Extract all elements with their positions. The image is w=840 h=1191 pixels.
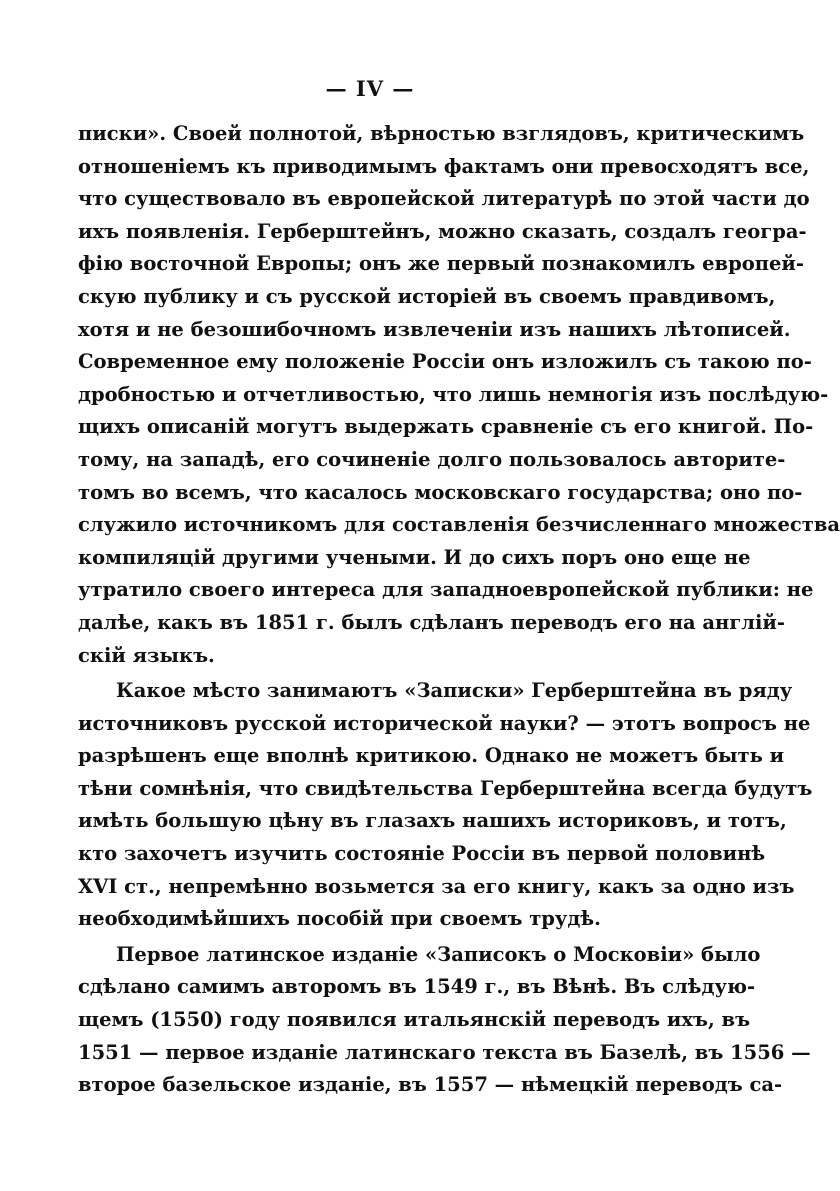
text-line: далѣе, какъ въ 1851 г. былъ сдѣланъ переводъ его на англій-: [78, 610, 785, 634]
body-text: [78, 118, 840, 1102]
text-line: ихъ появленія. Герберштейнъ, можно сказать, создалъ геогра-: [78, 219, 807, 243]
text-line: хотя и не безошибочномъ извлеченіи изъ нашихъ лѣтописей.: [78, 317, 791, 341]
text-line: компиляцій другими учеными. И до сихъ поръ оно еще не: [78, 545, 751, 569]
text-line: второе базельское изданіе, въ 1557 — нѣмецкій переводъ са-: [78, 1073, 783, 1097]
text-line: тому, на западѣ, его сочиненіе долго пользовалось авторите-: [78, 447, 786, 471]
paragraph-1: [78, 118, 840, 672]
text-line: щихъ описаній могутъ выдержать сравненіе съ его книгой. По-: [78, 415, 814, 439]
text-line: дробностью и отчетливостью, что лишь немногія изъ послѣдую-: [78, 382, 829, 406]
text-line: скій языкъ.: [78, 643, 215, 667]
text-line: Какое мѣсто занимаютъ «Записки» Герберштейна въ ряду: [116, 679, 793, 703]
text-line: необходимѣйшихъ пособій при своемъ трудѣ.: [78, 907, 601, 931]
text-line: разрѣшенъ еще вполнѣ критикою. Однако не можетъ быть и: [78, 744, 785, 768]
text-line: XVI ст., непремѣнно возьмется за его книгу, какъ за одно изъ: [78, 874, 795, 898]
text-line: что существовало въ европейской литературѣ по этой части до: [78, 187, 810, 211]
text-line: щемъ (1550) году появился итальянскій переводъ ихъ, въ: [78, 1008, 751, 1032]
text-line: имѣть большую цѣну въ глазахъ нашихъ историковъ, и тотъ,: [78, 809, 787, 833]
paragraph-2: [78, 675, 813, 936]
text-line: Первое латинское изданіе «Записокъ о Московіи» было: [116, 942, 761, 966]
text-line: сдѣлано самимъ авторомъ въ 1549 г., въ Вѣнѣ. Въ слѣдую-: [78, 975, 756, 999]
page-number-header: — IV —: [325, 76, 415, 101]
text-line: 1551 — первое изданіе латинскаго текста въ Базелѣ, въ 1556 —: [78, 1040, 811, 1064]
text-line: томъ во всемъ, что касалось московскаго государства; оно по-: [78, 480, 803, 504]
text-line: отношеніемъ къ приводимымъ фактамъ они превосходятъ все,: [78, 154, 810, 178]
text-line: писки». Своей полнотой, вѣрностью взглядовъ, критическимъ: [78, 122, 805, 145]
text-line: скую публику и съ русской исторіей въ своемъ правдивомъ,: [78, 284, 776, 308]
paragraph-3: [78, 939, 811, 1102]
text-line: кто захочетъ изучить состояніе Россіи въ первой половинѣ: [78, 842, 766, 866]
text-line: Современное ему положеніе Россіи онъ изложилъ съ такою по-: [78, 350, 812, 374]
text-line: источниковъ русской исторической науки? — этотъ вопросъ не: [78, 711, 811, 735]
text-line: служило источникомъ для составленія безчисленнаго множества: [78, 513, 840, 537]
text-line: утратило своего интереса для западноевропейской публики: не: [78, 578, 814, 602]
text-line: фію восточной Европы; онъ же первый познакомилъ европей-: [78, 252, 804, 276]
text-line: тѣни сомнѣнія, что свидѣтельства Герберштейна всегда будутъ: [78, 776, 813, 800]
